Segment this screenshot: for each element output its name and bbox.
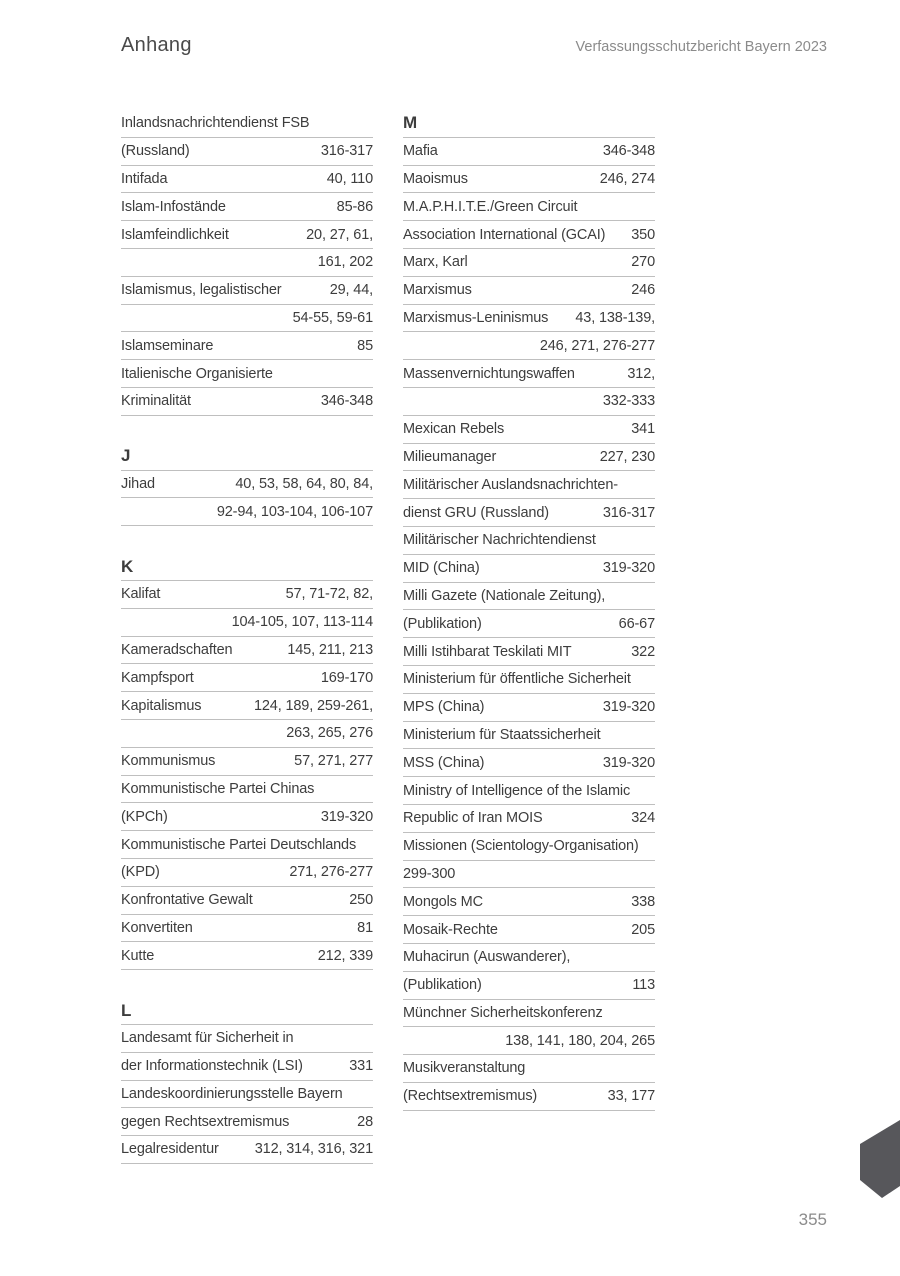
index-section-heading [121,553,373,581]
index-entry [121,887,373,915]
index-entry [121,720,373,748]
entry-term: Intifada [121,170,168,187]
entry-term: Kapitalismus [121,697,202,714]
entry-term: Musikveranstaltung [403,1060,526,1077]
entry-term: Mosaik-Rechte [403,921,498,938]
entry-pages: 227, 230 [599,448,655,465]
index-entry [403,332,655,360]
index-body [121,110,655,1164]
entry-pages: 341 [631,421,655,438]
entry-term: Milli Istihbarat Teskilati MIT [403,643,572,660]
entry-term: Muhacirun (Auswanderer), [403,949,571,966]
index-entry [403,277,655,305]
entry-term: Jihad [121,475,155,492]
entry-pages: 346-348 [602,143,655,160]
entry-term: M.A.P.H.I.T.E./Green Circuit [403,198,578,215]
entry-pages: 270 [631,254,655,271]
index-entry [403,833,655,861]
index-entry [121,110,373,138]
index-entry [403,499,655,527]
index-entry [121,1025,373,1053]
entry-pages: 161, 202 [317,254,373,271]
entry-term: Kriminalität [121,393,191,410]
entry-term: Militärischer Nachrichtendienst [403,532,596,549]
entry-term: Ministry of Intelligence of the Islamic [403,782,631,799]
index-entry [403,666,655,694]
entry-term: Ministerium für öffentliche Sicherheit [403,671,631,688]
entry-term: Italienische Organisierte [121,365,273,382]
page-title: Anhang [121,34,192,56]
entry-term: Mongols MC [403,893,483,910]
entry-pages: 324 [631,810,655,827]
entry-pages: 246, 271, 276-277 [539,337,655,354]
entry-term: Konvertiten [121,919,193,936]
entry-pages: 81 [357,919,373,936]
entry-pages: 138, 141, 180, 204, 265 [505,1032,655,1049]
entry-term: MID (China) [403,560,480,577]
entry-pages: 57, 271, 277 [294,753,373,770]
entry-term: Islam-Infostände [121,198,226,215]
section-letter: L [121,1000,132,1020]
index-entry [403,555,655,583]
entry-pages: 85 [357,337,373,354]
index-entry [403,805,655,833]
entry-term: Marxismus-Leninismus [403,309,549,326]
entry-term: Islamseminare [121,337,214,354]
entry-term: Marxismus [403,282,472,299]
entry-pages: 92-94, 103-104, 106-107 [216,503,373,520]
entry-pages: 54-55, 59-61 [292,309,373,326]
entry-term: (Publikation) [403,615,482,632]
index-entry [403,221,655,249]
index-entry [403,360,655,388]
entry-pages: 20, 27, 61, [306,226,373,243]
index-entry [403,583,655,611]
index-entry [121,581,373,609]
index-entry [121,388,373,416]
index-entry [403,861,655,889]
entry-pages: 271, 276-277 [289,864,373,881]
index-entry [403,249,655,277]
index-entry [121,1136,373,1164]
index-entry [121,609,373,637]
entry-term: dienst GRU (Russland) [403,504,549,521]
index-entry [121,471,373,499]
index-entry [403,305,655,333]
index-entry [403,749,655,777]
section-letter: K [121,556,134,576]
entry-pages: 40, 110 [326,170,373,187]
entry-pages: 57, 71-72, 82, [285,586,373,603]
entry-pages: 316-317 [320,143,373,160]
index-entry [121,664,373,692]
index-entry [403,1000,655,1028]
index-entry [121,193,373,221]
entry-pages: 316-317 [602,504,655,521]
entry-pages: 319-320 [602,699,655,716]
entry-term: Kommunistische Partei Deutschlands [121,836,357,853]
entry-pages: 28 [357,1113,373,1130]
entry-pages: 66-67 [618,615,655,632]
index-entry [121,138,373,166]
index-entry [121,831,373,859]
index-entry [403,638,655,666]
index-entry [403,138,655,166]
index-entry [403,694,655,722]
entry-term: Landeskoordinierungsstelle Bayern [121,1085,343,1102]
index-section-heading [403,110,655,138]
entry-term: (Publikation) [403,977,482,994]
index-entry [403,610,655,638]
entry-pages: 113 [632,977,655,994]
entry-pages: 312, [627,365,655,382]
entry-pages: 246, 274 [599,170,655,187]
index-entry [121,1081,373,1109]
index-entry [403,722,655,750]
entry-pages: 124, 189, 259-261, [253,697,373,714]
index-entry [403,527,655,555]
entry-pages: 85-86 [336,198,373,215]
entry-term: (KPD) [121,864,160,881]
entry-term: Kutte [121,947,155,964]
entry-term: Marx, Karl [403,254,468,271]
index-entry [121,498,373,526]
entry-term: Kommunistische Partei Chinas [121,780,315,797]
entry-term: Mafia [403,143,438,160]
index-entry [403,444,655,472]
entry-pages: 263, 265, 276 [286,725,373,742]
entry-pages: 40, 53, 58, 64, 80, 84, [235,475,373,492]
index-column-right [403,110,655,1164]
index-section-heading [121,443,373,471]
index-entry [121,637,373,665]
entry-term: Missionen (Scientology-Organisation) [403,838,639,855]
index-column-left [121,110,373,1164]
index-entry [403,888,655,916]
entry-pages: 332-333 [602,393,655,410]
index-entry [403,388,655,416]
page-number: 355 [798,1210,827,1229]
entry-pages: 319-320 [602,754,655,771]
entry-term: MSS (China) [403,754,485,771]
entry-term: (Rechtsextremismus) [403,1088,538,1105]
index-entry [121,692,373,720]
entry-pages: 331 [349,1058,373,1075]
index-entry [121,332,373,360]
index-entry [121,277,373,305]
entry-term: Militärischer Auslandsnachrichten- [403,476,618,493]
index-entry [403,777,655,805]
entry-term: der Informationstechnik (LSI) [121,1058,303,1075]
entry-pages: 145, 211, 213 [287,641,373,658]
entry-term: Milieumanager [403,448,497,465]
index-entry [121,803,373,831]
entry-term: Islamfeindlichkeit [121,226,229,243]
entry-pages: 312, 314, 316, 321 [254,1141,373,1158]
entry-term: MPS (China) [403,699,485,716]
entry-term: Mexican Rebels [403,421,505,438]
entry-term: Konfrontative Gewalt [121,892,253,909]
entry-term: (KPCh) [121,808,168,825]
index-entry [121,249,373,277]
index-entry [121,166,373,194]
entry-pages: 43, 138-139, [575,309,655,326]
entry-term: Kalifat [121,586,161,603]
bookmark-ribbon-icon [860,1120,900,1198]
section-letter: J [121,446,131,466]
index-entry [403,1027,655,1055]
entry-pages: 250 [349,892,373,909]
index-entry [403,166,655,194]
index-entry [121,748,373,776]
index-entry [403,972,655,1000]
index-section-heading [121,997,373,1025]
index-entry [121,942,373,970]
entry-term: 299-300 [403,865,456,882]
index-entry [121,221,373,249]
entry-pages: 246 [631,282,655,299]
index-entry [121,1108,373,1136]
entry-term: Association International (GCAI) [403,226,606,243]
entry-term: Maoismus [403,170,468,187]
entry-term: Republic of Iran MOIS [403,810,543,827]
index-entry [121,1053,373,1081]
entry-term: Milli Gazete (Nationale Zeitung), [403,587,606,604]
entry-term: Kameradschaften [121,641,233,658]
index-entry [403,916,655,944]
page-header [121,34,827,57]
entry-term: Massenvernichtungswaffen [403,365,575,382]
entry-term: Islamismus, legalistischer [121,282,282,299]
entry-pages: 205 [631,921,655,938]
entry-pages: 319-320 [602,560,655,577]
entry-pages: 322 [631,643,655,660]
entry-term: gegen Rechtsextremismus [121,1113,290,1130]
entry-term: Kampfsport [121,669,194,686]
entry-pages: 169-170 [320,669,373,686]
entry-pages: 104-105, 107, 113-114 [231,614,373,631]
index-entry [403,944,655,972]
index-entry [403,471,655,499]
entry-pages: 29, 44, [329,282,373,299]
index-entry [403,416,655,444]
index-entry [121,915,373,943]
entry-term: Ministerium für Staatssicherheit [403,726,601,743]
index-entry [403,193,655,221]
index-entry [121,360,373,388]
entry-term: Kommunismus [121,753,216,770]
report-title: Verfassungsschutzbericht Bayern 2023 [575,39,827,55]
entry-pages: 319-320 [320,808,373,825]
entry-term: Landesamt für Sicherheit in [121,1030,294,1047]
entry-term: Münchner Sicherheitskonferenz [403,1004,603,1021]
index-entry [121,776,373,804]
entry-pages: 338 [631,893,655,910]
entry-pages: 346-348 [320,393,373,410]
section-letter: M [403,113,418,133]
entry-pages: 350 [631,226,655,243]
entry-term: Inlandsnachrichtendienst FSB [121,115,310,132]
index-entry [121,859,373,887]
index-entry [121,305,373,333]
index-entry [403,1055,655,1083]
entry-term: (Russland) [121,143,190,160]
index-entry [403,1083,655,1111]
entry-term: Legalresidentur [121,1141,219,1158]
entry-pages: 33, 177 [607,1088,655,1105]
entry-pages: 212, 339 [317,947,373,964]
